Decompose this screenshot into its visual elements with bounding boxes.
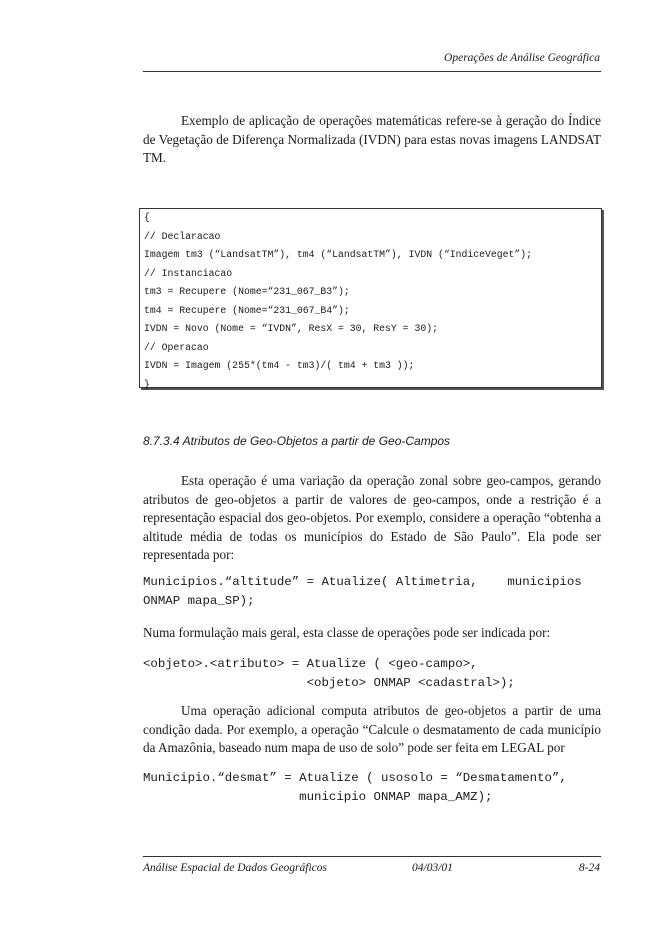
intro-text: Exemplo de aplicação de operações matemáticas refere-se à geração do Índice de Vegetação de Diferença Normalizada (IVDN) para estas novas imagens LANDSAT TM. [143,113,601,165]
running-header: Operações de Análise Geográfica [444,52,600,64]
code-line: IVDN = Novo (Nome = “IVDN”, ResX = 30, ResY = 30); [144,323,438,334]
paragraph-operation [143,472,601,565]
code-line: // Declaracao [144,230,221,242]
code-example-altitude: Municipios.“altitude” = Atualize( Altimetria, municipios ONMAP mapa_SP); [143,575,582,608]
page-number: 8-24 [578,862,600,874]
code-line: // Instanciacao [144,267,233,279]
code-example-desmat: Municipio.“desmat” = Atualize ( usosolo = “Desmatamento”, municipio ONMAP mapa_AMZ); [143,771,567,804]
code-line: // Operacao [144,341,209,353]
code-line: } [144,378,150,390]
footer-date: 04/03/01 [412,862,453,874]
paragraph-desmatamento-text: Uma operação adicional computa atributos de geo-objetos a partir de uma condição dada. Por exemplo, a operação “Calcule o desmatamento de cada município da Amazônia, baseado num mapa de uso de solo” pode ser feita em LEGAL por [143,703,601,755]
code-line: Imagem tm3 (“LandsatTM”), tm4 (“LandsatTM”), IVDN (“IndiceVeget”); [144,249,533,260]
intro-paragraph [143,112,601,168]
code-line: IVDN = Imagem (255*(tm4 - tm3)/( tm4 + tm3 )); [144,360,415,371]
paragraph-desmatamento [143,702,601,758]
code-block [139,208,602,388]
paragraph-general: Numa formulação mais geral, esta classe de operações pode ser indicada por: [143,625,551,640]
code-line: tm4 = Recupere (Nome=“231_067_B4”); [144,304,350,316]
code-example-general: <objeto>.<atributo> = Atualize ( <geo-campo>, <objeto> ONMAP <cadastral>); [143,657,515,690]
header-rule [143,71,601,72]
code-line: { [144,212,150,223]
footer-title: Análise Espacial de Dados Geográficos [143,862,327,874]
paragraph-operation-text: Esta operação é uma variação da operação zonal sobre geo-campos, gerando atributos de geo-objetos a partir de valores de geo-campos, onde a restrição é a representação espacial dos geo-objetos. Por exemplo, considere a operação “obtenha a altitude média de todas os municípios do Estado de São Paulo”. Ela pode ser representada por: [143,473,601,562]
section-heading: 8.7.3.4 Atributos de Geo-Objetos a partir de Geo-Campos [143,434,451,448]
code-line: tm3 = Recupere (Nome=“231_067_B3”); [144,286,350,297]
footer-rule [143,856,601,857]
